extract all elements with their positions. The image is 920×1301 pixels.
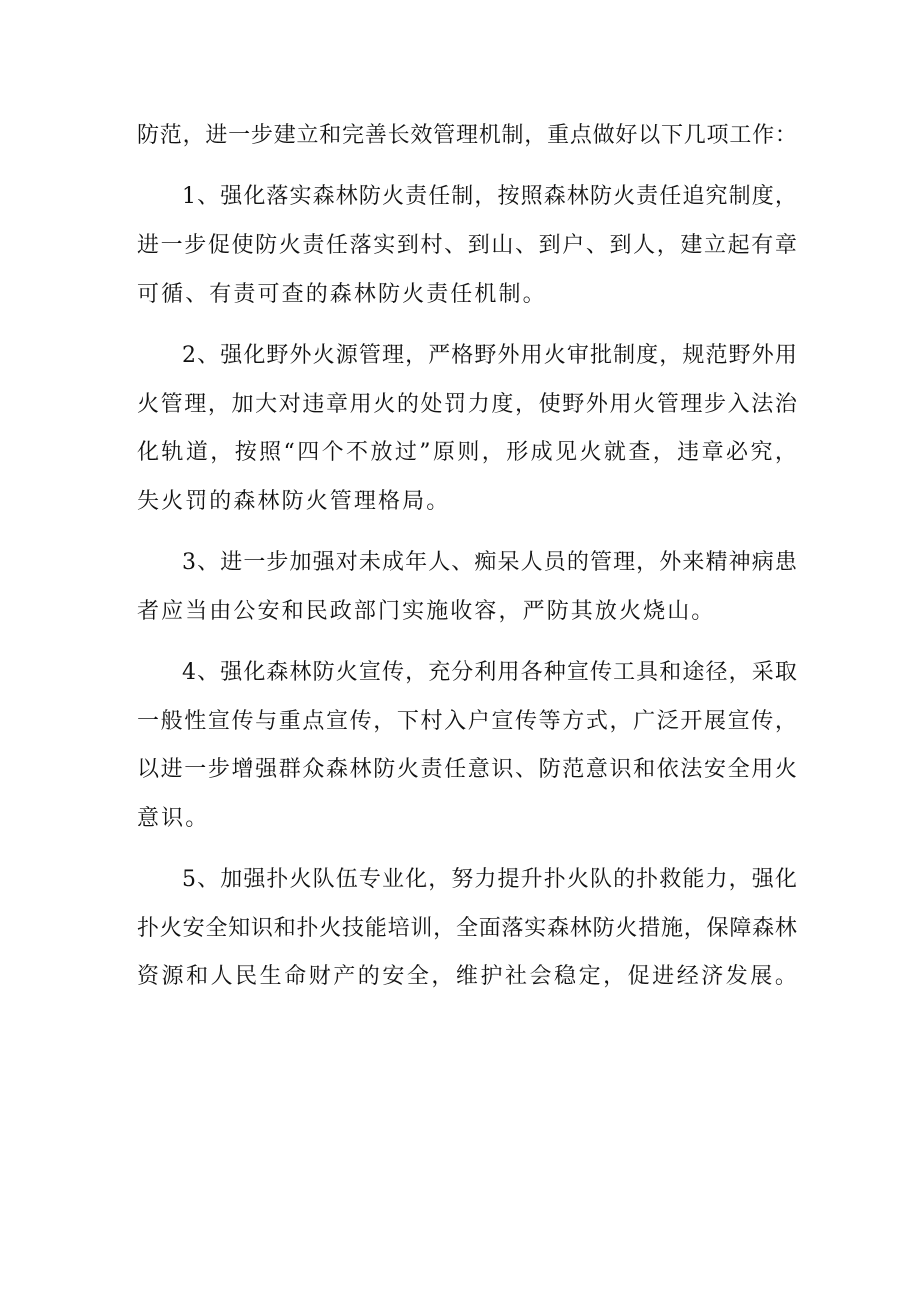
paragraph-line: 一 般 性 宣 传 与 重 点 宣 传 ， 下 村 入 户 宣 传 等 方 式 ， 广 泛 开 展 宣 传 ， — [137, 708, 797, 734]
paragraph-line: 3 、 进 一 步 加 强 对 未 成 年 人 、 痴 呆 人 员 的 管 理 ， 外 来 精 神 病 患 — [182, 550, 797, 576]
paragraph-line: 以 进 一 步 增 强 群 众 森 林 防 火 责 任 意 识 、 防 范 意 识 和 依 法 安 全 用 火 — [137, 757, 797, 783]
document-body — [137, 112, 797, 1002]
paragraph-line: 5 、 加 强 扑 火 队 伍 专 业 化 ， 努 力 提 升 扑 火 队 的 扑 救 能 力 ， 强 化 — [182, 867, 797, 893]
paragraph-line: 意识。 — [137, 805, 210, 831]
paragraph-line: 化 轨 道 ， 按 照 “ 四 个 不 放 过 ” 原 则 ， 形 成 见 火 就 查 ， 违 章 必 究 ， — [137, 440, 797, 466]
paragraph-line: 扑 火 安 全 知 识 和 扑 火 技 能 培 训 ， 全 面 落 实 森 林 防 火 措 施 ， 保 障 森 林 — [137, 915, 797, 941]
paragraph-line: 2 、 强 化 野 外 火 源 管 理 ， 严 格 野 外 用 火 审 批 制 度 ， 规 范 野 外 用 — [182, 342, 797, 368]
paragraph-line: 防 范 ， 进 一 步 建 立 和 完 善 长 效 管 理 机 制 ， 重 点 做 好 以 下 几 项 工 作 ： — [137, 123, 797, 148]
paragraph-line: 4 、 强 化 森 林 防 火 宣 传 ， 充 分 利 用 各 种 宣 传 工 具 和 途 径 ， 采 取 — [182, 660, 797, 686]
paragraph-line: 者应当由公安和民政部门实施收容，严防其放火烧山。 — [137, 598, 716, 624]
paragraph-line: 进 一 步 促 使 防 火 责 任 落 实 到 村 、 到 山 、 到 户 、 到 人 ， 建 立 起 有 章 — [137, 232, 797, 258]
paragraph-line: 火 管 理 ， 加 大 对 违 章 用 火 的 处 罚 力 度 ， 使 野 外 用 火 管 理 步 入 法 治 — [137, 391, 797, 417]
paragraph-line: 失火罚的森林防火管理格局。 — [137, 488, 451, 514]
paragraph-spacer — [137, 319, 797, 332]
paragraph-line: 可循、有责可查的森林防火责任机制。 — [137, 281, 547, 307]
paragraph-spacer — [137, 526, 797, 539]
paragraph-line: 资 源 和 人 民 生 命 财 产 的 安 全 ， 维 护 社 会 稳 定 ， 促 进 经 济 发 展 。 — [137, 964, 797, 990]
paragraph-spacer — [137, 844, 797, 857]
paragraph-spacer — [137, 636, 797, 649]
paragraph-line: 1 、 强 化 落 实 森 林 防 火 责 任 制 ， 按 照 森 林 防 火 责 任 追 究 制 度 ， — [182, 184, 797, 210]
paragraph-spacer — [137, 161, 797, 174]
